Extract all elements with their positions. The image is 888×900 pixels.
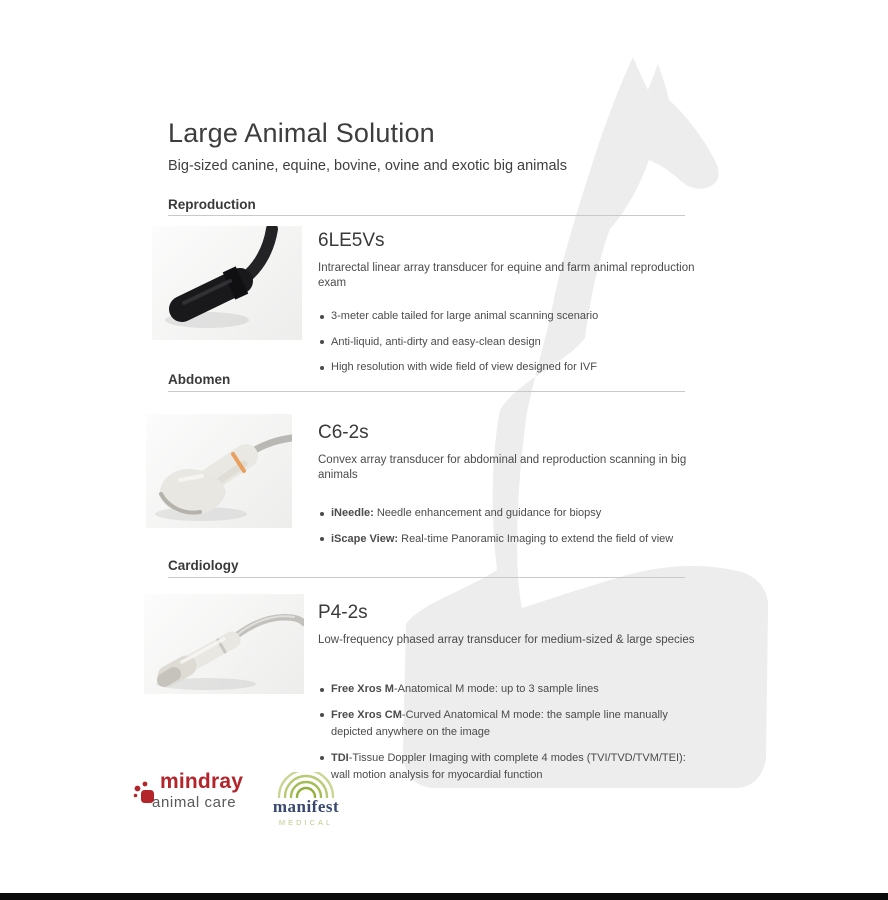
product-photo-c6-2s [146,414,292,528]
feature-item: High resolution with wide field of view designed for IVF [318,359,703,377]
feature-item: iNeedle: Needle enhancement and guidance for biopsy [318,505,703,523]
page-header [168,118,567,174]
product-info-6le5vs [318,230,703,385]
feature-item: Free Xros CM-Curved Anatomical M mode: the sample line manually depicted anywhere on the image [318,707,703,742]
product-name: C6-2s [318,422,369,443]
manifest-wordmark: manifest [272,797,340,816]
product-info-c6-2s [318,422,703,556]
product-feature-list [318,505,703,548]
section-divider [168,577,685,578]
feature-item: 3-meter cable tailed for large animal scanning scenario [318,308,703,326]
feature-item: Free Xros M-Anatomical M mode: up to 3 sample lines [318,681,703,699]
section-heading-cardiology: Cardiology [168,558,239,573]
section-divider [168,215,685,216]
signal-arcs-icon [271,772,341,798]
product-description: Low-frequency phased array transducer for medium-sized & large species [318,634,695,646]
product-name: P4-2s [318,602,368,623]
section-heading-reproduction: Reproduction [168,197,256,212]
feature-item: iScape View: Real-time Panoramic Imaging to extend the field of view [318,531,703,549]
phased-array-probe-icon [144,594,304,694]
feature-item: Anti-liquid, anti-dirty and easy-clean design [318,334,703,352]
intrarectal-probe-icon [152,226,302,340]
mindray-wordmark: mindray [160,770,244,793]
feature-item: TDI-Tissue Doppler Imaging with complete 4 modes (TVI/TVD/TVM/TEI): wall motion analysis for myocardial function [318,750,703,785]
product-info-p4-2s [318,602,703,793]
product-photo-p4-2s [144,594,304,694]
mindray-sub-brand: animal care [152,794,237,811]
section-heading-abdomen: Abdomen [168,372,231,387]
product-description: Convex array transducer for abdominal and reproduction scanning in big animals [318,454,687,481]
mindray-animal-care-logo [133,770,253,820]
convex-probe-icon [146,414,292,528]
manifest-sub-brand: MEDICAL [278,818,334,827]
product-photo-6le5vs [152,226,302,340]
page-subtitle: Big-sized canine, equine, bovine, ovine and exotic big animals [168,158,567,174]
product-feature-list [318,681,703,785]
page-title: Large Animal Solution [168,118,435,148]
product-name: 6LE5Vs [318,230,385,251]
section-divider [168,391,685,392]
product-feature-list [318,308,703,377]
product-description: Intrarectal linear array transducer for equine and farm animal reproduction exam [318,262,695,289]
manifest-medical-logo [268,772,344,828]
bottom-black-bar [0,893,888,900]
